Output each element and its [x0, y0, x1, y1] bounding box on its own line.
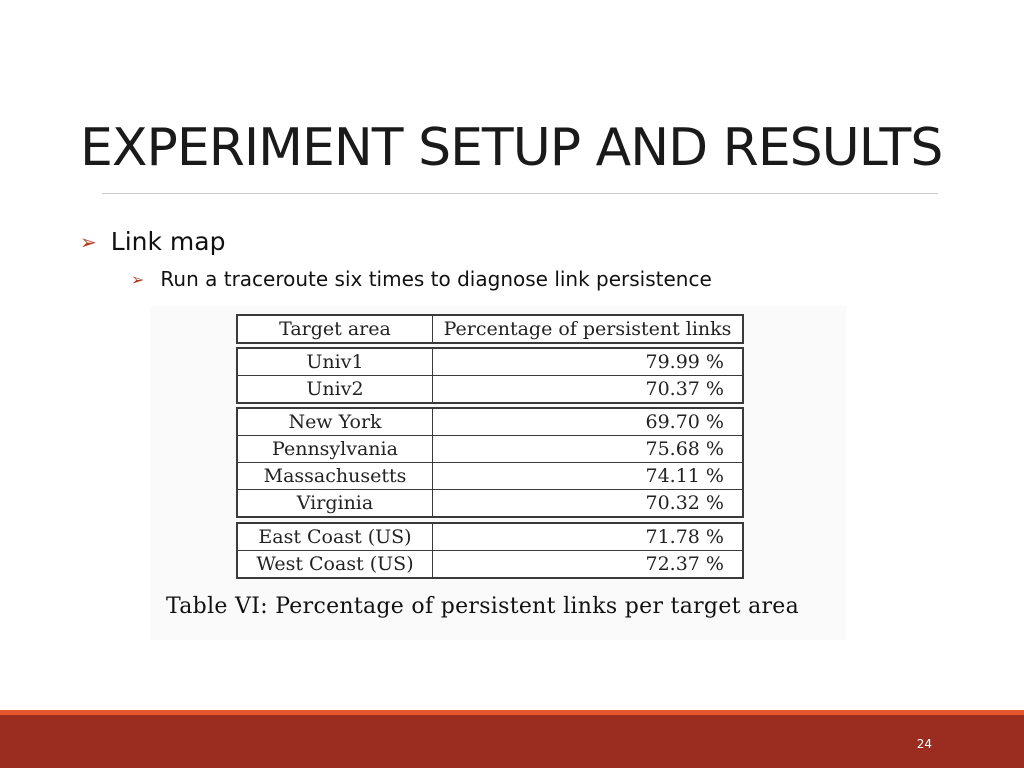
footer-bar	[0, 715, 1024, 768]
area-cell: Massachusetts	[238, 463, 433, 489]
table-row	[238, 409, 742, 435]
table-row	[238, 435, 742, 462]
percentage-cell: 75.68 %	[645, 438, 724, 460]
area-cell: Univ1	[238, 349, 433, 375]
table-group-universities	[236, 347, 744, 404]
table-header	[236, 314, 744, 344]
percentage-cell: 74.11 %	[645, 465, 724, 487]
table-group-states	[236, 407, 744, 518]
area-cell: Virginia	[238, 490, 433, 516]
table-figure	[150, 306, 846, 640]
column-header-percentage: Percentage of persistent links	[443, 318, 732, 340]
percentage-cell: 70.32 %	[645, 492, 724, 514]
table-header-row	[238, 316, 742, 342]
arrow-bullet-icon: ➢	[131, 269, 145, 289]
area-cell: West Coast (US)	[238, 551, 433, 577]
percentage-cell: 70.37 %	[645, 378, 724, 400]
table-row	[238, 550, 742, 577]
bullet-traceroute	[131, 267, 712, 291]
table-row	[238, 375, 742, 402]
bullet-text: Run a traceroute six times to diagnose link persistence	[160, 267, 712, 291]
slide-title: EXPERIMENT SETUP AND RESULTS	[80, 118, 943, 178]
table-group-coasts	[236, 522, 744, 579]
area-cell: New York	[238, 409, 433, 435]
table-caption: Table VI: Percentage of persistent links per target area	[166, 594, 800, 619]
bullet-link-map	[80, 227, 225, 256]
table-row	[238, 462, 742, 489]
area-cell: Pennsylvania	[238, 436, 433, 462]
page-number: 24	[916, 737, 932, 751]
area-cell: East Coast (US)	[238, 524, 433, 550]
column-header-target-area: Target area	[238, 316, 433, 342]
arrow-bullet-icon: ➢	[80, 229, 97, 254]
title-divider	[102, 193, 938, 194]
percentage-cell: 79.99 %	[645, 351, 724, 373]
table-row	[238, 489, 742, 516]
percentage-cell: 72.37 %	[645, 553, 724, 575]
bullet-text: Link map	[110, 227, 226, 256]
area-cell: Univ2	[238, 376, 433, 402]
table-row	[238, 349, 742, 375]
percentage-cell: 69.70 %	[645, 411, 724, 433]
table-row	[238, 524, 742, 550]
percentage-cell: 71.78 %	[645, 526, 724, 548]
